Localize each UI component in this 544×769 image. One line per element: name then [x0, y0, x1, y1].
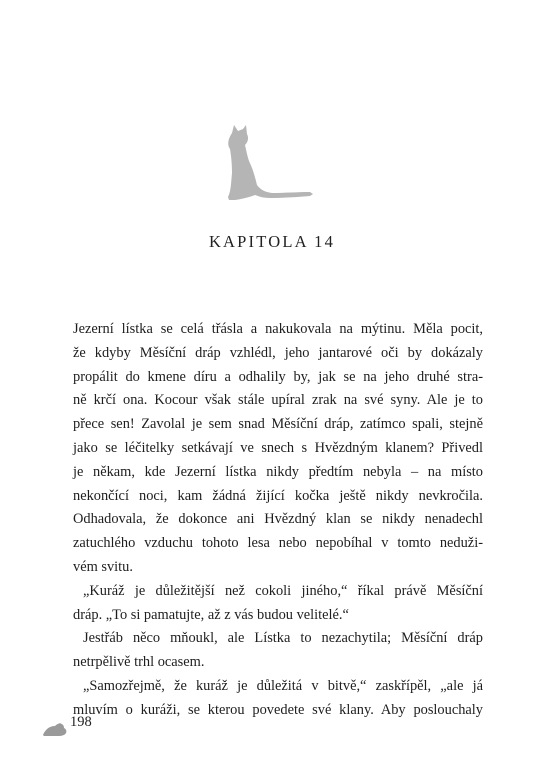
text-line: přece sen! Zavolal je sem snad Měsíční dráp, zatímco spali, stejně	[73, 416, 483, 433]
text-line: Jezerní lístka se celá třásla a nakukovala na mýtinu. Měla pocit,	[73, 321, 483, 337]
text-line: mluvím o kuráži, se kterou povedete své klany. Aby poslouchaly	[73, 701, 483, 718]
chapter-title: KAPITOLA 14	[208, 232, 336, 251]
text-line: vém svitu.	[73, 558, 133, 575]
text-line: „Samozřejmě, že kuráž je důležitá v bitvě,“ zaskřípěl, „ale já	[83, 677, 483, 694]
chapter-body	[73, 318, 483, 723]
mouse-icon	[42, 722, 68, 737]
text-line: Odhadovala, že dokonce ani Hvězdný klan se nikdy nenadechl	[73, 511, 483, 528]
page-number: 198	[70, 714, 92, 730]
text-line: propálit do kmene díru a odhalily by, jak se na jeho druhé stra-	[73, 368, 483, 385]
text-line: je někam, kde Jezerní lístka nikdy předtím nebyla – na místo	[73, 463, 483, 480]
text-line: nekončící noci, kam žádná žijící kočka ještě nikdy nevkročila.	[73, 487, 483, 504]
text-line: že kdyby Měsíční dráp vzhlédl, jeho jantarové oči by dokázaly	[73, 344, 483, 361]
text-line: jako se léčitelky setkávají ve snech s Hvězdným klanem? Přivedl	[73, 439, 483, 456]
sitting-cat-icon	[222, 125, 314, 201]
text-line: zatuchlého vzduchu tohoto lesa nebo nepobíhal v tomto neduži-	[73, 535, 483, 552]
text-line: Jestřáb něco mňoukl, ale Lístka to nezachytila; Měsíční dráp	[83, 630, 483, 647]
text-line: „Kuráž je důležitější než cokoli jiného,“ říkal právě Měsíční	[83, 582, 483, 599]
text-line: netrpělivě trhl ocasem.	[73, 654, 205, 671]
text-line: ně krčí ona. Kocour však stále upíral zrak na své syny. Ale je to	[73, 392, 483, 409]
text-line: dráp. „To si pamatujte, až z vás budou velitelé.“	[73, 606, 349, 623]
